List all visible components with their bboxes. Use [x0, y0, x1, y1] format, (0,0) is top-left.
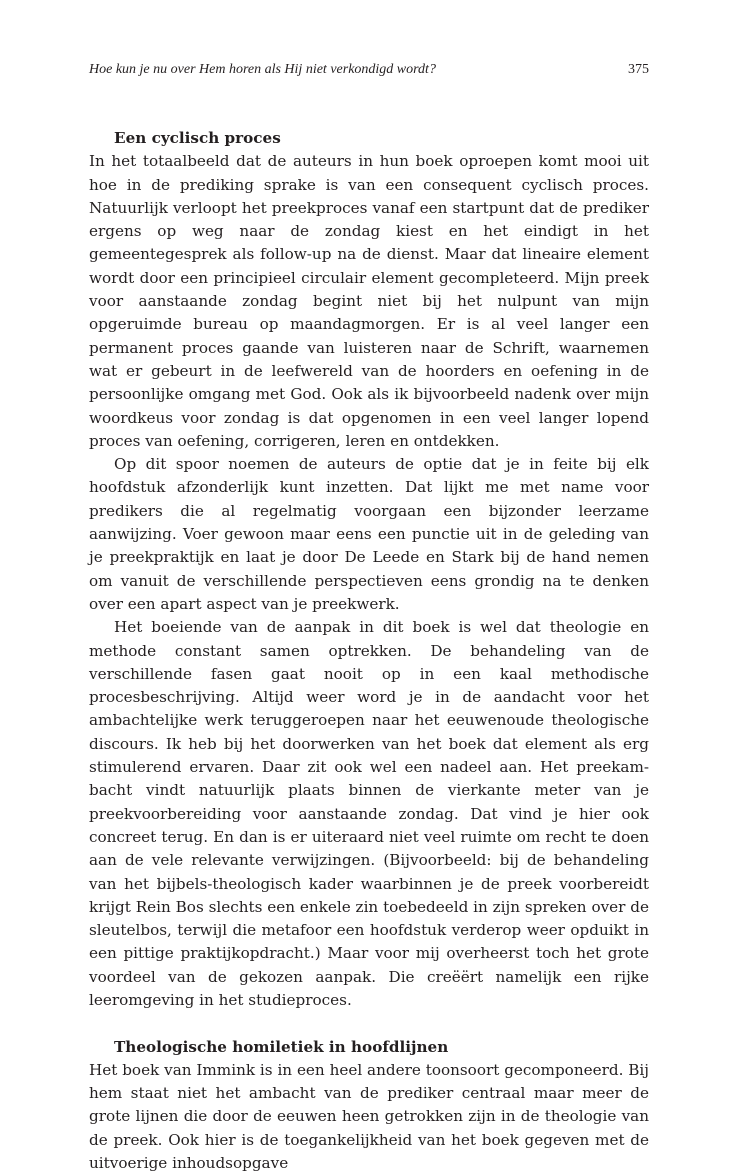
section-heading: Een cyclisch proces	[114, 129, 281, 147]
paragraph: Het boek van Immink is in een heel andere toonsoort gecomponeerd. Bij hem staat niet het ambacht van de prediker centraal maar meer de grote lijnen die door de eeuwen heen getrokken zijn in de theologie van de preek. Ook hier is de toegankelijkheid van het boek gegeven met de uitvoerige inhoudsopgave	[89, 1060, 649, 1173]
page-number: 375	[628, 62, 649, 77]
paragraph: In het totaalbeeld dat de auteurs in hun boek oproepen komt mooi uit hoe in de prediking sprake is van een consequent cyclisch proces. Natuurlijk verloopt het preekproces vanaf een startpunt dat de prediker ergens op weg naar de zondag kiest en het eindigt in het gemeentegesprek als follow-up na de dienst. Maar dat lineaire element wordt door een principieel circulair element gecompleteerd. Mijn preek voor aanstaande zondag begint niet bij het nulpunt van mijn opgeruimde bureau op maandagmorgen. Er is al veel langer een permanent proces gaande van luisteren naar de Schrift, waarnemen wat er gebeurt in de leefwereld van de hoorders en oefening in de persoonlijke omgang met God. Ook als ik bijvoorbeeld nadenk over mijn woordkeus voor zondag is dat opgenomen in een veel langer lopend proces van oefening, corrigeren, leren en ontdekken.	[89, 152, 649, 450]
section-spacer	[89, 1012, 649, 1035]
section-cyclisch-proces	[89, 127, 649, 1012]
section-theologische-homiletiek	[89, 1036, 649, 1175]
running-title: Hoe kun je nu over Hem horen als Hij niet verkondigd wordt?	[89, 62, 436, 77]
paragraph: Op dit spoor noemen de auteurs de optie dat je in feite bij elk hoofdstuk afzonderlijk kunt inzetten. Dat lijkt me met name voor predikers die al regelmatig voorgaan een bijzonder leerzame aanwijzing. Voer gewoon maar eens een punctie uit in de geleding van je preekpraktijk en laat je door De Leede en Stark bij de hand nemen om vanuit de verschillende perspectieven eens grondig na te denken over een apart aspect van je preekwerk.	[89, 455, 649, 613]
section-heading: Theologische homiletiek in hoofdlijnen	[114, 1037, 449, 1056]
running-head	[89, 62, 649, 84]
paragraph: Het boeiende van de aanpak in dit boek is wel dat theologie en methode constant samen optrekken. De behandeling van de verschillende fasen gaat nooit op in een kaal methodische procesbeschrijving. Altijd weer word je in de aandacht voor het ambachtelijke werk teruggeroepen naar het eeuwenoude theologische discours. Ik heb bij het doorwerken van het boek dat element als erg stimulerend ervaren. Daar zit ook wel een nadeel aan. Het preekambacht vindt natuurlijk plaats binnen de vierkante meter van je preekvoorbereiding voor aanstaande zondag. Dat vind je hier ook concreet terug. En dan is er uiteraard niet veel ruimte om recht te doen aan de vele relevante verwijzingen. (Bijvoorbeeld: bij de behandeling van het bijbels-theologisch kader waarbinnen je de preek voorbereidt krijgt Rein Bos slechts een enkele zin toebedeeld in zijn spreken over de sleutelbos, terwijl die metafoor een hoofdstuk verderop weer opduikt in een pittige praktijkopdracht.) Maar voor mij overheerst toch het grote voordeel van de gekozen aanpak. Die creëërt namelijk een rijke leeromgeving in het studieproces.	[89, 618, 649, 1009]
body-text	[89, 127, 649, 1175]
